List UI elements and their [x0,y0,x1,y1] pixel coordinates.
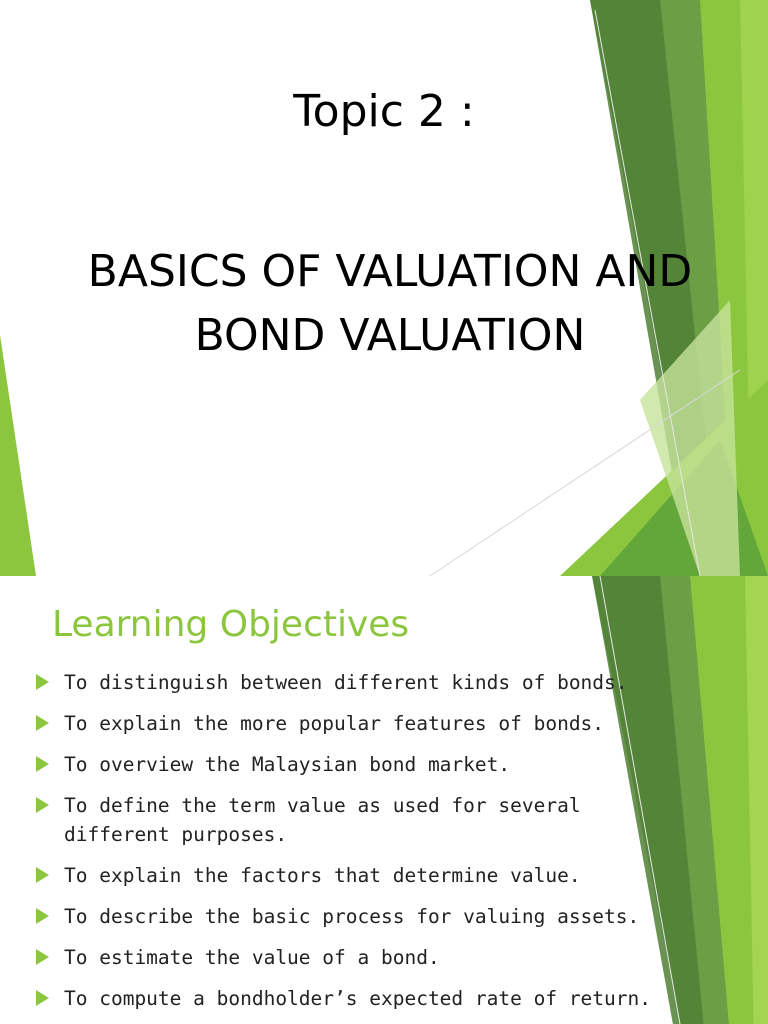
list-item: To distinguish between different kinds of bonds. [34,668,694,697]
list-item: To define the term value as used for several different purposes. [34,791,694,849]
list-item: To compute a bondholder’s expected rate of return. [34,984,694,1013]
topic-label: Topic 2 : [293,86,475,137]
list-item: To overview the Malaysian bond market. [34,750,694,779]
title-line-1: BASICS OF VALUATION AND [87,246,693,297]
list-item: To explain the factors that determine value. [34,861,694,890]
list-item: To explain the more popular features of bonds. [34,709,694,738]
triangle-bullet-icon [36,990,49,1006]
triangle-bullet-icon [36,674,49,690]
triangle-bullet-icon [36,756,49,772]
slide-title [40,240,740,368]
triangle-bullet-icon [36,797,49,813]
triangle-bullet-icon [36,908,49,924]
objectives-slide [0,576,768,1024]
triangle-bullet-icon [36,867,49,883]
triangle-bullet-icon [36,949,49,965]
title-line-2: BOND VALUATION [194,310,586,361]
list-item: To describe the basic process for valuing assets. [34,902,694,931]
objectives-list [34,668,694,1024]
section-heading: Learning Objectives [52,604,410,645]
list-item: To estimate the value of a bond. [34,943,694,972]
triangle-bullet-icon [36,715,49,731]
